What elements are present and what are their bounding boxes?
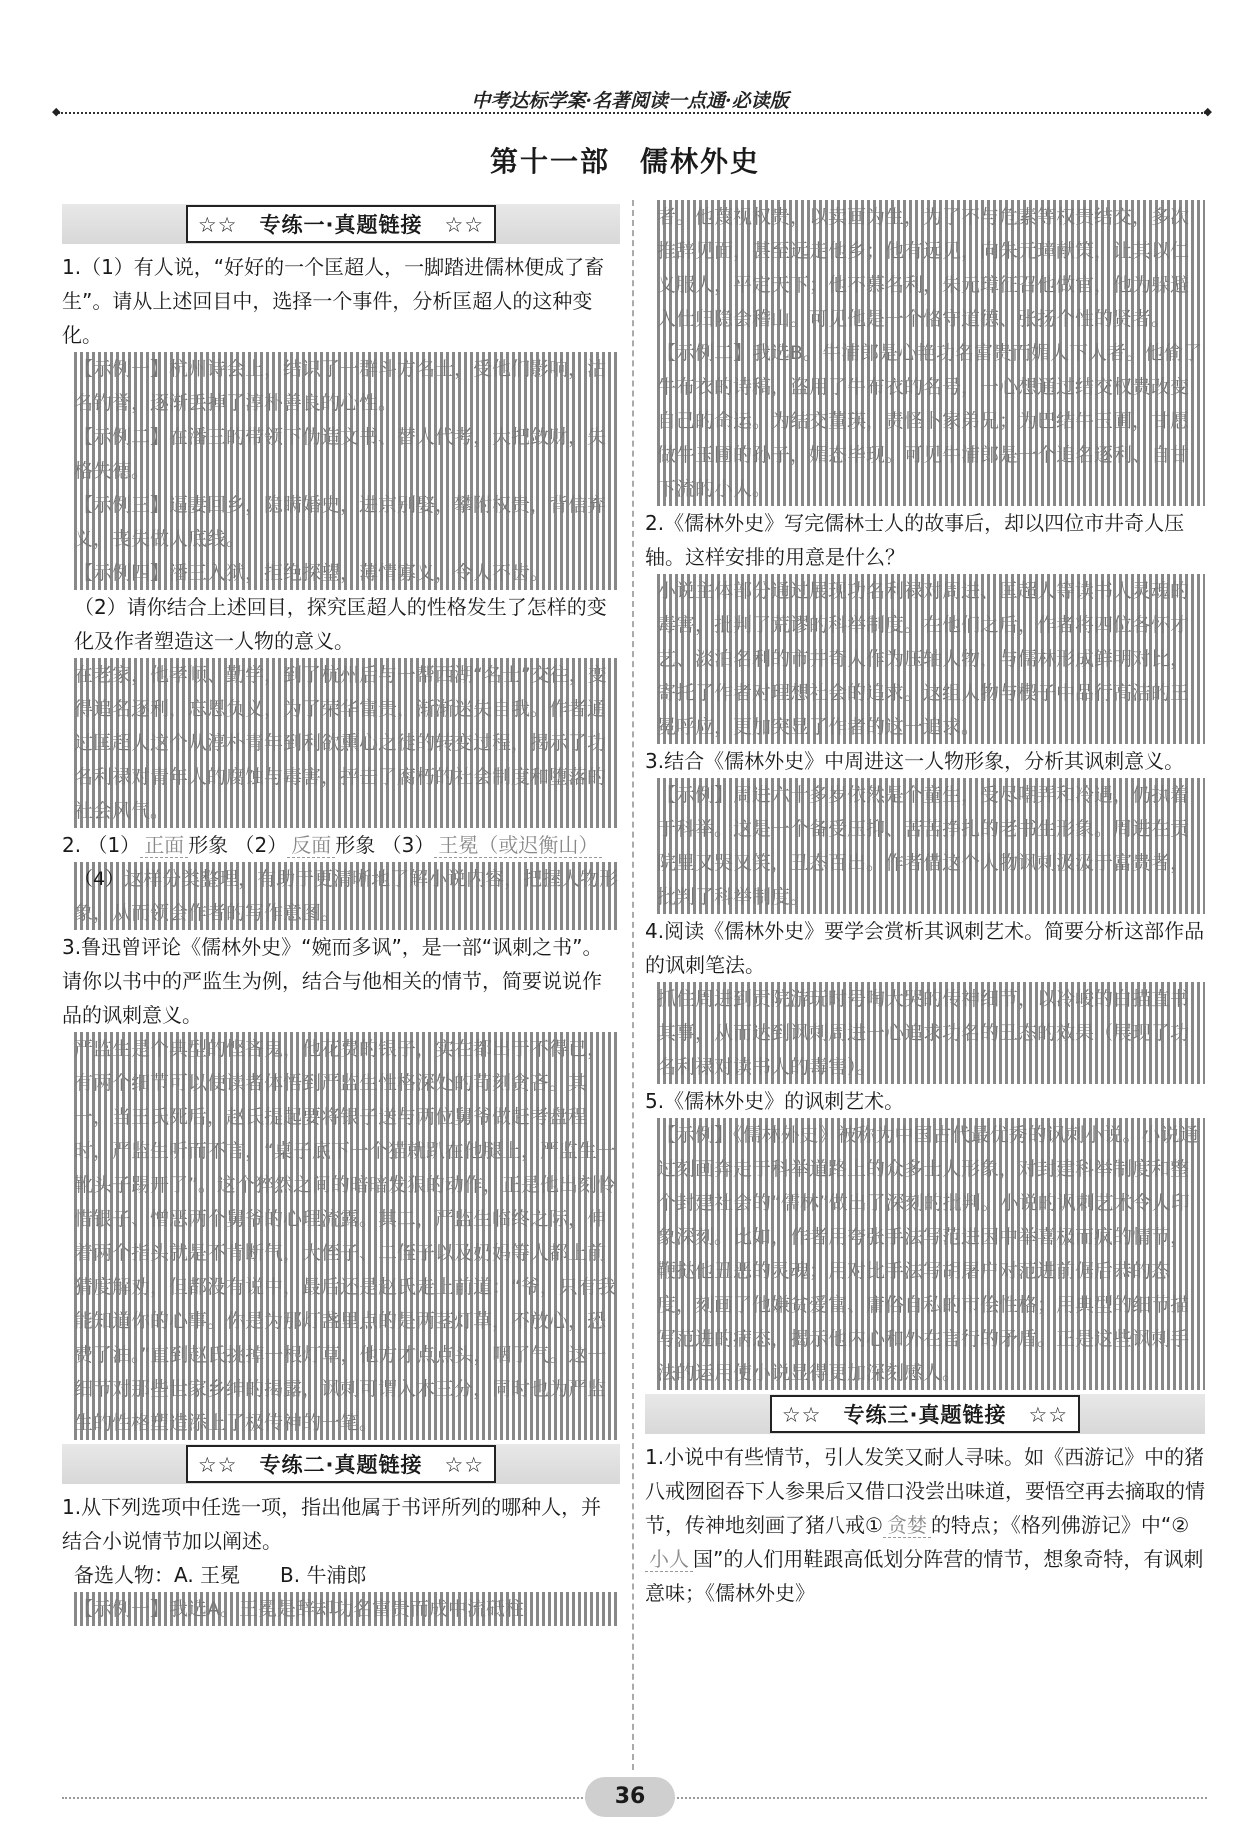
chapter-number: 第十一部 (489, 145, 610, 178)
question-1-2: （2）请你结合上述回目，探究匡超人的性格发生了怎样的变化及作者塑造这一人物的意义。 (74, 595, 607, 653)
section-banner-3 (645, 1394, 1205, 1434)
answer-1-1-example-3: 【示例三】逼妻回乡，隐瞒婚史，进京别娶，攀附权贵，背信弃义，丧失做人底线。 (74, 494, 607, 550)
question-2-number: 2. (62, 833, 82, 857)
section-banner-2 (62, 1444, 620, 1484)
left-column (62, 200, 620, 1626)
question-9-fill-2: 小人 (645, 1547, 693, 1572)
answer-7: 抓住周进到贡院游玩时号啕大哭的传神细节，以冷峻的白描直书其事，从而达到讽刺周进一心追求功名的丑态的效果（展现了功名利禄对读书人的毒害）。 (657, 982, 1205, 1084)
answer-4-example-2: 【示例二】我选B。牛浦郎是心艳功名富贵而媚人下人者。他偷了牛布衣的诗稿，盗用了牛布衣的名号，一心想通过结交权贵改变自己的命运。为结交董瑛，责怪卜家弟兄；为巴结牛玉圃，甘愿做牛玉圃的孙子，媚态毕现。可见牛浦郎是一个追名逐利、自甘下流的小人。 (657, 336, 1205, 506)
answer-1-1-example-2: 【示例二】在潘三的带领下伪造文书、替人代考，大把敛财，失格失德。 (74, 426, 607, 482)
page-number: 36 (585, 1777, 675, 1817)
question-4: 1.从下列选项中任选一项，指出他属于书评所列的哪种人，并结合小说情节加以阐述。 (62, 1495, 602, 1553)
chapter-title (0, 140, 1250, 180)
answer-5: 小说主体部分通过展现功名利禄对周进、匡超人等读书人灵魂的毒害，批判了荒谬的科举制度。在他们之后，作者将四位各怀才艺、淡泊名利的市井奇人作为压轴人物，与儒林形成鲜明对比，寄托了作者对理想社会的追求。这组人物与楔子中品行高洁的王冕呼应，更加突显了作者的这一追求。 (657, 574, 1205, 744)
right-column (645, 200, 1205, 1610)
answer-2-4-text: 这样分类整理，有助于更清晰地了解小说内容，把握人物形象，从而领会作者的写作意图。 (74, 868, 619, 924)
answer-1-1 (74, 352, 620, 590)
q2-item-2: （2） (234, 833, 288, 857)
q2-item-1: （1） (87, 833, 141, 857)
answer-3: 严监生是个典型的悭吝鬼，他花费的银子，实在都出于不得已，有两个细节可以使读者体悟到严监生性格深处的苛刻贪吝。其一，当王氏死后，赵氏提起要将银子送与两位舅爷做赶考盘程时，严监生听而不言，“桌子底下一个猫就趴在他腿上，严监生一靴头子踢开了”。这个猝然之间的暗暗发狠的动作，正是他出刻怜惜银子、憎恶两个舅爷的心理流露。其二，严监生临终之际，伸着两个指头就是不肯断气，大侄子、二侄子以及奶妈等人都上前猜度解劝，但都没有说中，最后还是赵氏走上前道：“爷，只有我能知道你的心事。你是为那灯盏里点的是两茎灯草，不放心，恐费了油。”直到赵氏挑掉一根灯草，他方才点点头，咽了气。这一细节对那些世家乡绅的揭露，讽刺可谓入木三分，同时也为严监生的性格塑造添上了极传神的一笔。 (74, 1032, 620, 1440)
question-9-fill-1: 贪婪 (883, 1513, 931, 1538)
answer-1-1-example-1: 【示例一】杭州诗会上，结识了一群斗方名士，受他们影响，沽名钓誉，逐渐丢掉了淳朴善良的心性。 (74, 358, 607, 414)
q2-suffix-1: 形象 (188, 833, 229, 857)
q2-fill-3: 王冕（或迟衡山） (434, 833, 602, 858)
q2-item-3: （3） (381, 833, 435, 857)
question-4-options: 备选人物：A. 王冕 B. 牛浦郎 (74, 1563, 367, 1587)
answer-1-1-example-4: 【示例四】潘三入狱，拒绝探望，薄情寡义，令人不齿。 (74, 562, 550, 584)
question-3: 3.鲁迅曾评论《儒林外史》“婉而多讽”，是一部“讽刺之书”。请你以书中的严监生为例，结合与他相关的情节，简要说说作品的讽刺意义。 (62, 935, 603, 1027)
q2-item-4: （4） (74, 868, 125, 890)
answer-8: 【示例】《儒林外史》被称为中国古代最优秀的讽刺小说。小说通过刻画奔走于科举道路上的众多士人形象，对封建科举制度和整个封建社会的“儒林”做出了深刻的批判。小说的讽刺艺术令人印象深刻。比如，作者用夸张手法写范进因中举喜极而疯的情节，鞭挞他丑恶的灵魂；用对比手法写胡屠户对范进前倨后恭的态度，刻画了他嫌贫爱富、庸俗自私的市侩性格；用典型的细节描写范进的病态，揭示他内心和外在言行的矛盾。正是这些讽刺手法的运用使小说显得更加深刻感人。 (657, 1118, 1205, 1390)
answer-4-continued: 者。他蔑视权贵，以卖画为生，为了不与危素等权贵结交，多次推辞见面，甚至远走他乡；他有远见，向朱元璋献策，让其以仁义服人，平定天下；他不慕名利，朱元璋征召他做官，他为躲避入仕归隐会稽山。可见他是一个恪守道德、张扬个性的贤者。 (657, 200, 1205, 336)
header-rule (58, 112, 1206, 114)
question-8: 5.《儒林外史》的讽刺艺术。 (645, 1089, 905, 1113)
answer-2-4 (74, 862, 620, 930)
question-9-part-a: 1.小说中有些情节，引人发笑又耐人寻味。如《西游记》中的猪八戒囫囵吞下人参果后又借口没尝出味道，要悟空再去摘取的情节，传神地刻画了猪八戒① (645, 1445, 1205, 1537)
section-banner-3-label: ☆☆ 专练三·真题链接 ☆☆ (770, 1395, 1080, 1433)
q2-fill-1: 正面 (140, 833, 188, 858)
question-9-part-c: 国”的人们用鞋跟高低划分阵营的情节，想象奇特，有讽刺意味；《儒林外史》 (645, 1547, 1204, 1605)
question-1-1: 1.（1）有人说，“好好的一个匡超人，一脚踏进儒林便成了畜生”。请从上述回目中，选择一个事件，分析匡超人的这种变化。 (62, 255, 605, 347)
q2-fill-2: 反面 (287, 833, 335, 858)
answer-4-start: 【示例一】我选A。王冕是辞却功名富贵而成中流砥柱 (74, 1592, 620, 1626)
question-9 (645, 1440, 1205, 1610)
section-banner-2-label: ☆☆ 专练二·真题链接 ☆☆ (186, 1445, 496, 1483)
chapter-name: 儒林外史 (640, 145, 761, 178)
answer-1-2: 在老家，他孝顺、勤学，到了杭州后与一帮西湖“名士”交往，变得追名逐利，忘恩负义，为了荣华富贵，渐渐迷失自我。作者通过匡超人这个从淳朴青年到利欲熏心之徒的转变过程，揭示了功名利禄对青年人的腐蚀与毒害，抨击了腐朽的社会制度和堕落的社会风气。 (74, 658, 620, 828)
question-2 (62, 828, 620, 862)
question-5: 2.《儒林外史》写完儒林士人的故事后，却以四位市井奇人压轴。这样安排的用意是什么？ (645, 511, 1185, 569)
question-7: 4.阅读《儒林外史》要学会赏析其讽刺艺术。简要分析这部作品的讽刺笔法。 (645, 919, 1205, 977)
q2-suffix-2: 形象 (335, 833, 376, 857)
running-header: 中考达标学案·名著阅读一点通·必读版 (471, 90, 789, 112)
column-divider (632, 200, 634, 1770)
question-9-part-b: 的特点；《格列佛游记》中“② (930, 1513, 1190, 1537)
answer-6: 【示例】周进六十多岁依然是个童生，受尽嘲弄和冷遇，仍执着于科举。这是一个备受压抑、苦苦挣扎的老书生形象。周进在贡院里又哭又笑，丑态百出。作者借这个人物讽刺汲汲于富贵者，批判了科举制度。 (657, 778, 1205, 914)
section-banner-1-label: ☆☆ 专练一·真题链接 ☆☆ (186, 205, 496, 243)
section-banner-1 (62, 204, 620, 244)
question-6: 3.结合《儒林外史》中周进这一人物形象，分析其讽刺意义。 (645, 749, 1185, 773)
